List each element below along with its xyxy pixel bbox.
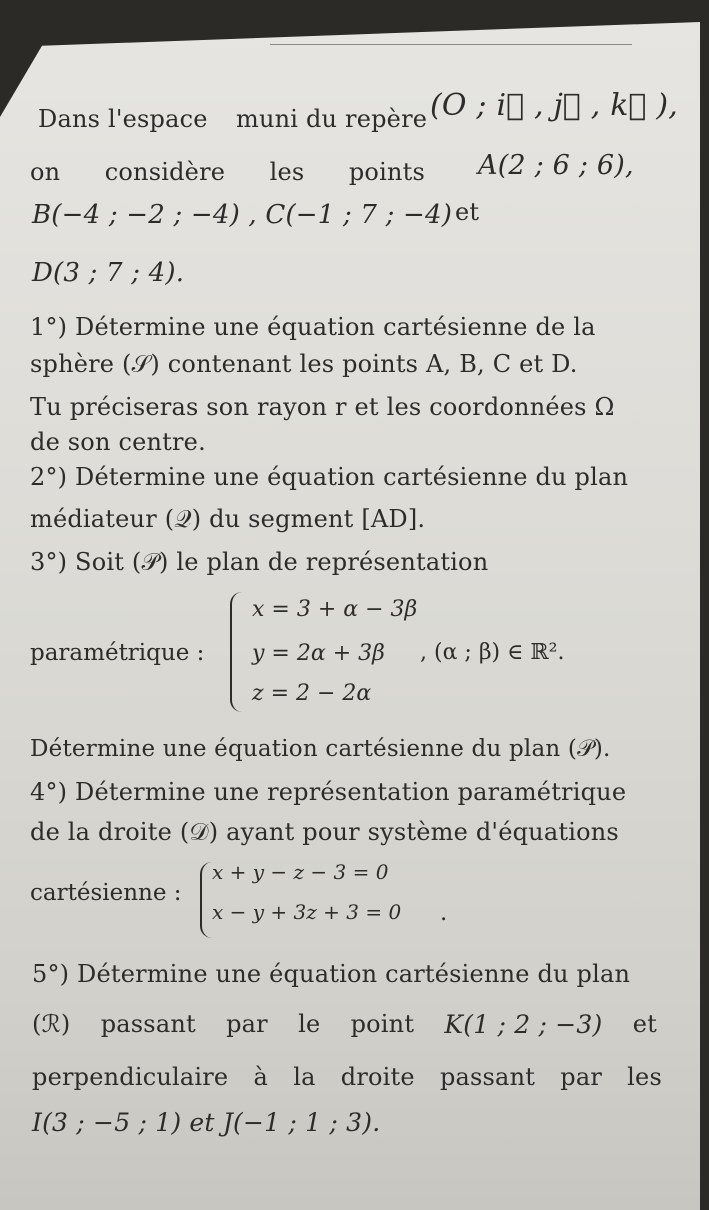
q5-line4: I(3 ; −5 ; 1) et J(−1 ; 1 ; 3). [32, 1108, 381, 1137]
q4-eq2: x − y + 3z + 3 = 0 [212, 900, 402, 924]
q5-l3-w4: passant [439, 1063, 536, 1091]
q3-line1: 3°) Soit (𝒫) le plan de représentation [30, 548, 489, 576]
q5-l2-w4: point [350, 1010, 415, 1038]
q5-l3-w2: la [293, 1063, 316, 1091]
q1-line4: de son centre. [30, 428, 206, 456]
word-les: les [269, 158, 305, 186]
q4-brace [200, 862, 212, 938]
q5-l3-w5: par [560, 1063, 602, 1091]
q5-l2-w1: passant [100, 1010, 196, 1038]
q3-line-after: Détermine une équation cartésienne du plan (𝒫). [30, 736, 611, 762]
q5-l2-w6: et [632, 1010, 657, 1038]
word-et: et [455, 198, 480, 226]
intro-line2 [30, 158, 425, 186]
intro-text-b: muni du repère [236, 105, 428, 133]
q2-line1: 2°) Détermine une équation cartésienne du plan [30, 463, 629, 491]
q5-line1: 5°) Détermine une équation cartésienne du plan [32, 960, 631, 988]
q4-dot: . [440, 900, 448, 926]
q5-l3-w3: droite [340, 1063, 415, 1091]
q3-eq3: z = 2 − 2α [252, 681, 372, 706]
q5-line2 [32, 1010, 657, 1039]
q5-l2-w2: par [226, 1010, 268, 1038]
point-a: A(2 ; 6 ; 6), [478, 150, 634, 181]
intro-text-a: Dans l'espace [38, 105, 208, 133]
word-points: points [348, 158, 425, 186]
q4-line1: 4°) Détermine une représentation paramétrique [30, 778, 627, 806]
q3-eq2: y = 2α + 3β [252, 641, 385, 666]
points-bc: B(−4 ; −2 ; −4) , C(−1 ; 7 ; −4) [32, 200, 453, 230]
q5-l3-w1: à [253, 1063, 269, 1091]
q1-line3: Tu préciseras son rayon r et les coordonnées Ω [30, 393, 615, 421]
q4-label: cartésienne : [30, 880, 182, 906]
q3-domain: , (α ; β) ∈ ℝ². [420, 640, 565, 665]
q3-brace [230, 592, 242, 712]
word-considere: considère [104, 158, 226, 186]
q3-eq1: x = 3 + α − 3β [252, 597, 418, 622]
q5-point-k: K(1 ; 2 ; −3) [444, 1010, 603, 1039]
q1-line2: sphère (𝒮) contenant les points A, B, C et D. [30, 350, 578, 378]
q4-eq1: x + y − z − 3 = 0 [212, 860, 389, 884]
q1-line1: 1°) Détermine une équation cartésienne de la [30, 313, 596, 341]
q5-line3 [32, 1063, 662, 1091]
q5-l3-w0: perpendiculaire [32, 1063, 229, 1091]
q3-label: paramétrique : [30, 640, 205, 666]
q4-line2: de la droite (𝒟) ayant pour système d'équations [30, 818, 619, 846]
frame-notation: (O ; i⃗ , j⃗ , k⃗ ), [430, 88, 678, 123]
q2-line2: médiateur (𝒬) du segment [AD]. [30, 505, 426, 533]
q5-l3-w6: les [627, 1063, 662, 1091]
point-d: D(3 ; 7 ; 4). [32, 258, 185, 288]
word-on: on [30, 158, 61, 186]
q5-l2-w3: le [298, 1010, 321, 1038]
ruled-line [270, 44, 632, 45]
q5-l2-w0: (ℛ) [32, 1010, 71, 1038]
